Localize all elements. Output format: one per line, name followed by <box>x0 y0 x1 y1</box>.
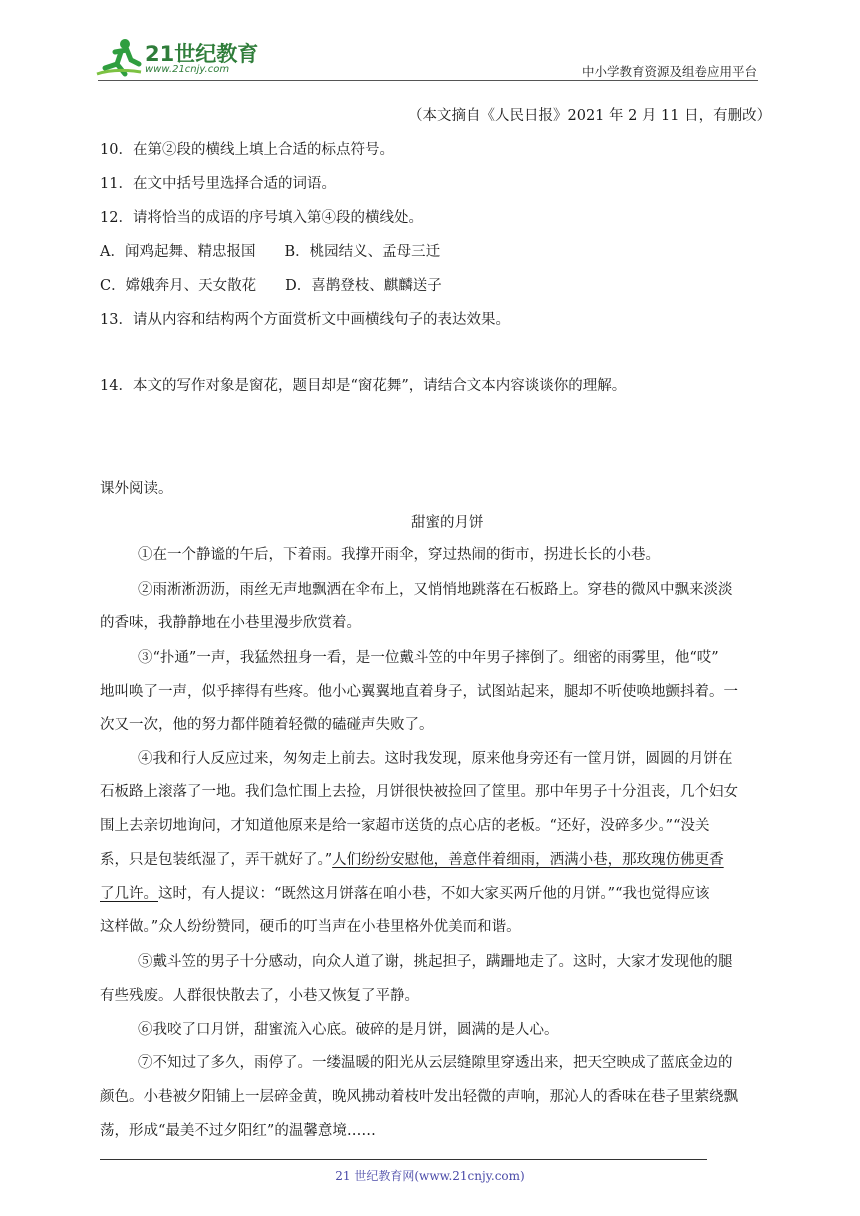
running-figure-icon <box>95 38 143 78</box>
underlined-sentence-part-2: 了几许。 <box>100 886 158 902</box>
question-11: 11．在文中括号里选择合适的词语。 <box>100 176 336 192</box>
question-13: 13．请从内容和结构两个方面赏析文中画横线句子的表达效果。 <box>100 312 510 328</box>
header-divider <box>98 80 758 81</box>
paragraph-4-line-4-text: 系，只是包装纸湿了，弄干就好了。” <box>100 852 333 868</box>
paragraph-7-line-1: ⑦不知过了多久，雨停了。一缕温暖的阳光从云层缝隙里穿透出来，把天空映成了蓝底金边的 <box>138 1055 733 1071</box>
question-10: 10．在第②段的横线上填上合适的标点符号。 <box>100 142 394 158</box>
paragraph-4-line-6: 这样做。”众人纷纷赞同，硬币的叮当声在小巷里格外优美而和谐。 <box>100 919 521 935</box>
paragraph-2-line-2: 的香味，我静静地在小巷里漫步欣赏着。 <box>100 615 361 631</box>
paragraph-4-line-1: ④我和行人反应过来，匆匆走上前去。这时我发现，原来他身旁还有一筐月饼，圆圆的月饼在 <box>138 751 733 767</box>
paragraph-4-line-4 <box>100 850 724 870</box>
paragraph-3-line-1: ③“扑通”一声，我猛然扭身一看，是一位戴斗笠的中年男子摔倒了。细密的雨雾里，他“哎” <box>138 650 719 666</box>
question-12-options-ab: A．闻鸡起舞、精忠报国 B．桃园结义、孟母三迁 <box>100 244 441 260</box>
paragraph-1: ①在一个静谧的午后，下着雨。我撑开雨伞，穿过热闹的街市，拐进长长的小巷。 <box>138 547 660 563</box>
paragraph-5-line-1: ⑤戴斗笠的男子十分感动，向众人道了谢，挑起担子，蹒跚地走了。这时，大家才发现他的腿 <box>138 954 733 970</box>
article-title: 甜蜜的月饼 <box>411 515 484 531</box>
site-logo <box>95 36 265 80</box>
paragraph-4-line-5-text: 这时，有人提议：“既然这月饼落在咱小巷，不如大家买两斤他的月饼。”“我也觉得应该 <box>158 886 710 902</box>
paragraph-7-line-2: 颜色。小巷被夕阳铺上一层碎金黄，晚风拂动着枝叶发出轻微的声响，那沁人的香味在巷子里萦绕飘 <box>100 1089 738 1105</box>
question-12: 12．请将恰当的成语的序号填入第④段的横线处。 <box>100 210 423 226</box>
paragraph-5-line-2: 有些残废。人群很快散去了，小巷又恢复了平静。 <box>100 988 419 1004</box>
logo-url: www.21cnjy.com <box>145 64 230 75</box>
question-12-options-cd: C．嫦娥奔月、天女散花 D．喜鹊登枝、麒麟送子 <box>100 278 442 294</box>
paragraph-7-line-3: 荡，形成“最美不过夕阳红”的温馨意境…… <box>100 1123 376 1139</box>
footer-text: 21 世纪教育网(www.21cnjy.com) <box>335 1169 525 1183</box>
footer-divider <box>100 1159 707 1160</box>
paragraph-6: ⑥我咬了口月饼，甜蜜流入心底。破碎的是月饼，圆满的是人心。 <box>138 1022 559 1038</box>
underlined-sentence-part-1: 人们纷纷安慰他，善意伴着细雨，洒满小巷，那玫瑰仿佛更香 <box>332 852 724 868</box>
paragraph-3-line-2: 地叫唤了一声，似乎摔得有些疼。他小心翼翼地直着身子，试图站起来，腿却不听使唤地颤抖着。一 <box>100 684 738 700</box>
paragraph-4-line-2: 石板路上滚落了一地。我们急忙围上去捡，月饼很快被捡回了筐里。那中年男子十分沮丧，几个妇女 <box>100 784 738 800</box>
paragraph-4-line-3: 围上去亲切地询问，才知道他原来是给一家超市送货的点心店的老板。“还好，没碎多少。”“没关 <box>100 818 710 834</box>
logo-text: 21世纪教育 <box>145 42 259 66</box>
paragraph-2-line-1: ②雨淅淅沥沥，雨丝无声地飘洒在伞布上，又悄悄地跳落在石板路上。穿巷的微风中飘来淡淡 <box>138 582 733 598</box>
question-14: 14．本文的写作对象是窗花，题目却是“窗花舞”，请结合文本内容谈谈你的理解。 <box>100 378 627 394</box>
section-label: 课外阅读。 <box>100 481 173 497</box>
source-note: （本文摘自《人民日报》2021 年 2 月 11 日，有删改） <box>408 108 772 124</box>
platform-name: 中小学教育资源及组卷应用平台 <box>581 64 757 79</box>
paragraph-4-line-5 <box>100 884 710 904</box>
paragraph-3-line-3: 次又一次，他的努力都伴随着轻微的磕碰声失败了。 <box>100 717 434 733</box>
